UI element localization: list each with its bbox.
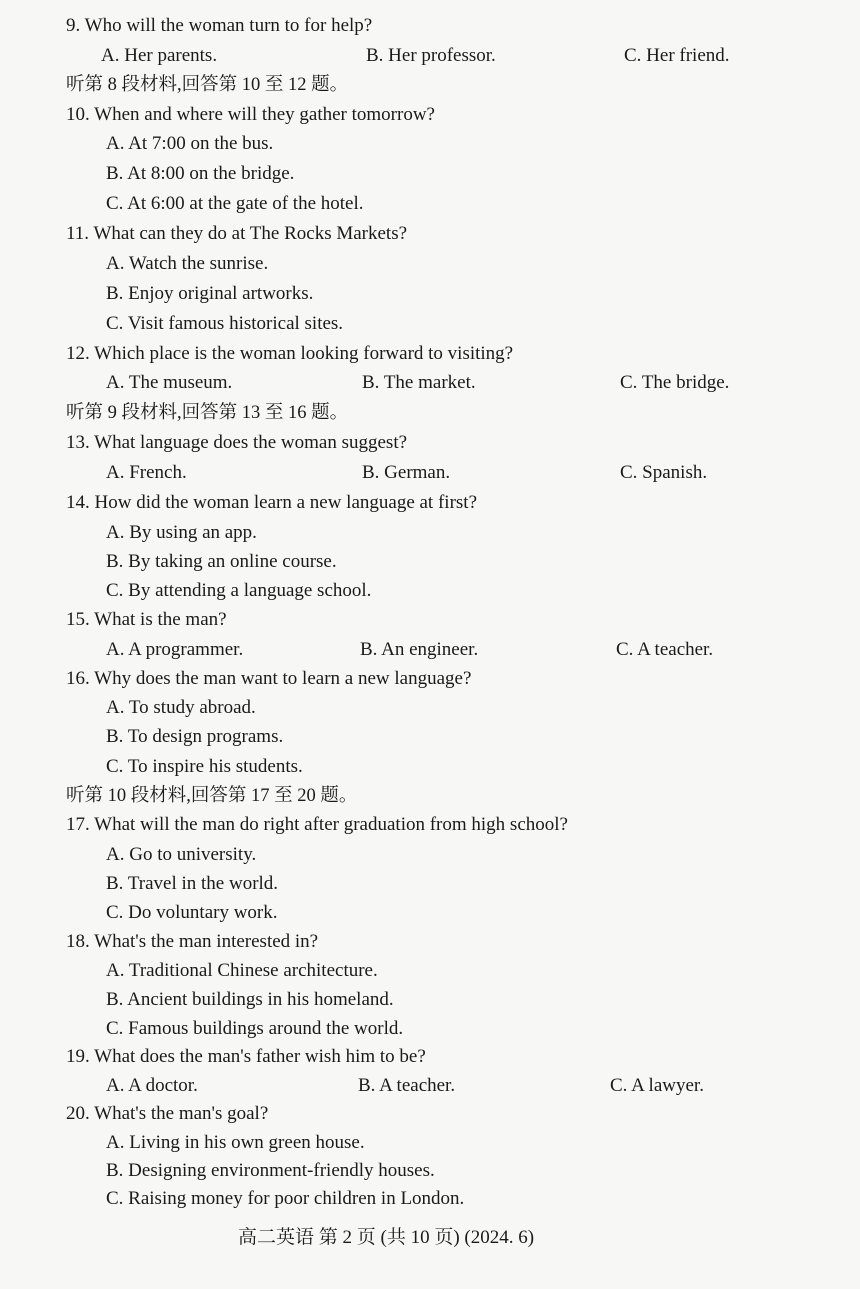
question-15-stem: 15. What is the man? [66, 609, 227, 630]
question-17-option-c: C. Do voluntary work. [106, 902, 278, 923]
question-14-option-a: A. By using an app. [106, 522, 257, 543]
question-14-option-b: B. By taking an online course. [106, 551, 337, 572]
question-18-option-b: B. Ancient buildings in his homeland. [106, 989, 394, 1010]
question-17-option-b: B. Travel in the world. [106, 873, 279, 894]
question-10-option-c: C. At 6:00 at the gate of the hotel. [106, 193, 364, 214]
question-13-stem: 13. What language does the woman suggest? [66, 432, 408, 453]
question-12-stem: 12. Which place is the woman looking forward to visiting? [66, 343, 514, 364]
question-11-option-c: C. Visit famous historical sites. [106, 313, 344, 334]
question-20-option-a: A. Living in his own green house. [106, 1132, 365, 1153]
question-9-option-a: A. Her parents. [101, 45, 218, 66]
question-13-option-a: A. French. [106, 462, 187, 483]
question-19-option-c: C. A lawyer. [610, 1075, 704, 1096]
question-12-option-a: A. The museum. [106, 372, 233, 393]
question-19-stem: 19. What does the man's father wish him to be? [66, 1046, 426, 1067]
question-20-option-c: C. Raising money for poor children in London. [106, 1188, 465, 1209]
question-9-option-b: B. Her professor. [366, 45, 496, 66]
question-20-option-b: B. Designing environment-friendly houses. [106, 1160, 435, 1181]
question-10-stem: 10. When and where will they gather tomorrow? [66, 104, 435, 125]
question-11-stem: 11. What can they do at The Rocks Markets? [66, 223, 408, 244]
question-9-stem: 9. Who will the woman turn to for help? [66, 15, 373, 36]
question-13-option-c: C. Spanish. [620, 462, 708, 483]
question-20-stem: 20. What's the man's goal? [66, 1103, 269, 1124]
question-18-option-c: C. Famous buildings around the world. [106, 1018, 404, 1039]
question-17-option-a: A. Go to university. [106, 844, 257, 865]
question-14-stem: 14. How did the woman learn a new language at first? [66, 492, 478, 513]
section-header-13-16: 听第 9 段材料,回答第 13 至 16 题。 [66, 403, 349, 423]
question-15-option-c: C. A teacher. [616, 639, 714, 660]
question-18-option-a: A. Traditional Chinese architecture. [106, 960, 378, 981]
question-13-option-b: B. German. [362, 462, 451, 483]
section-header-10-12: 听第 8 段材料,回答第 10 至 12 题。 [66, 75, 349, 95]
question-15-option-b: B. An engineer. [360, 639, 479, 660]
question-10-option-a: A. At 7:00 on the bus. [106, 133, 274, 154]
question-11-option-a: A. Watch the sunrise. [106, 253, 269, 274]
question-17-stem: 17. What will the man do right after graduation from high school? [66, 814, 568, 835]
question-10-option-b: B. At 8:00 on the bridge. [106, 163, 295, 184]
question-16-option-c: C. To inspire his students. [106, 756, 303, 777]
question-16-option-a: A. To study abroad. [106, 697, 256, 718]
question-15-option-a: A. A programmer. [106, 639, 244, 660]
question-9-option-c: C. Her friend. [624, 45, 730, 66]
question-19-option-a: A. A doctor. [106, 1075, 198, 1096]
question-12-option-c: C. The bridge. [620, 372, 730, 393]
page-footer: 高二英语 第 2 页 (共 10 页) (2024. 6) [238, 1227, 535, 1248]
question-18-stem: 18. What's the man interested in? [66, 931, 319, 952]
question-12-option-b: B. The market. [362, 372, 476, 393]
question-16-stem: 16. Why does the man want to learn a new language? [66, 668, 472, 689]
question-11-option-b: B. Enjoy original artworks. [106, 283, 314, 304]
section-header-17-20: 听第 10 段材料,回答第 17 至 20 题。 [66, 786, 358, 806]
question-19-option-b: B. A teacher. [358, 1075, 456, 1096]
question-14-option-c: C. By attending a language school. [106, 580, 372, 601]
question-16-option-b: B. To design programs. [106, 726, 284, 747]
